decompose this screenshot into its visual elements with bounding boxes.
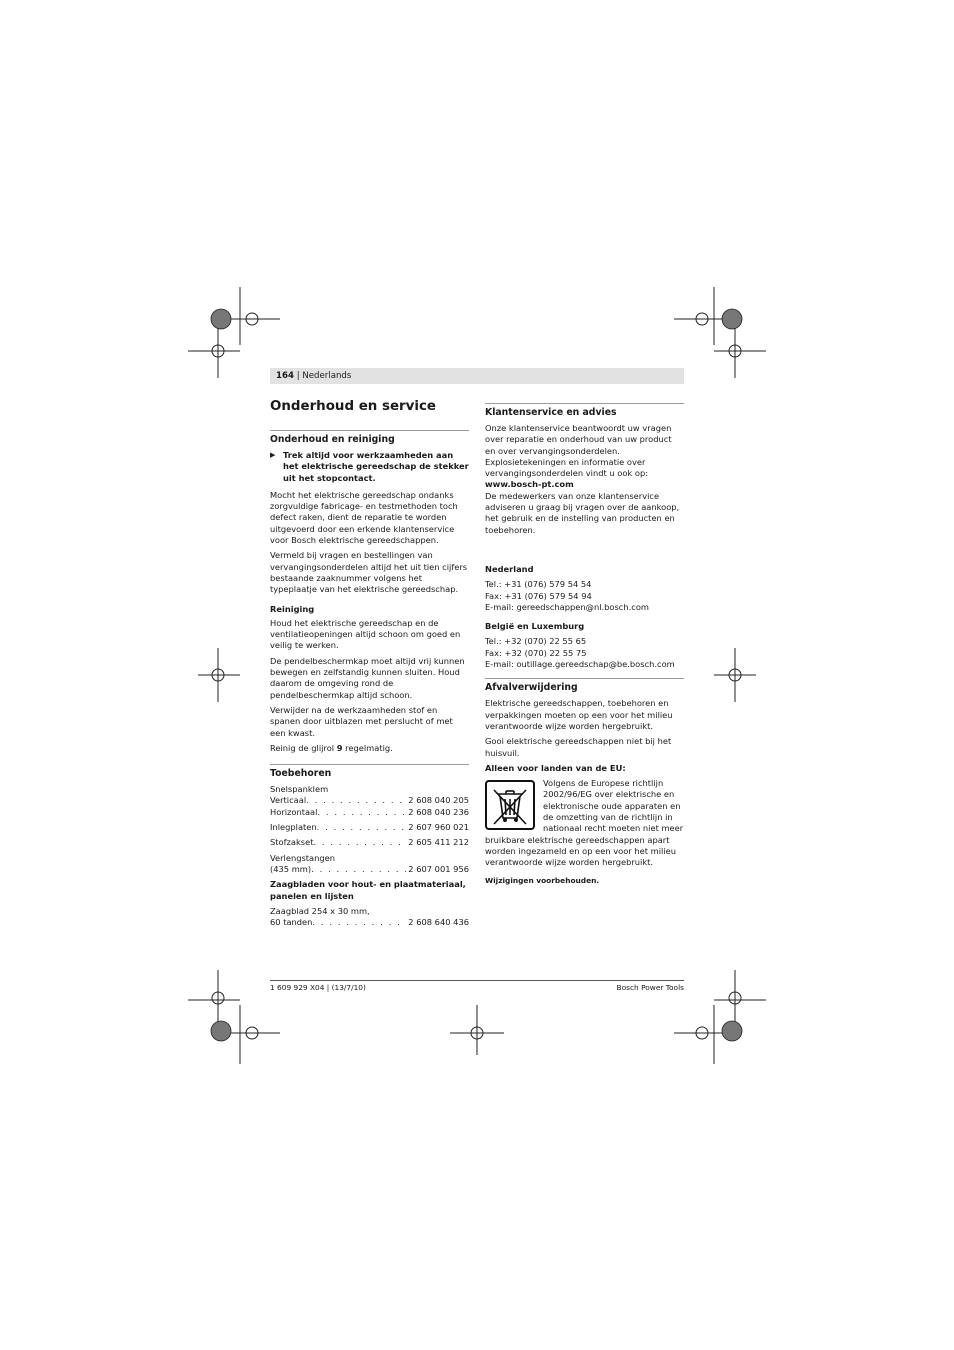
accessory-group-label: Snelspanklem xyxy=(270,784,329,795)
country-heading-be: België en Luxemburg xyxy=(485,621,585,632)
footer-doc-number: 1 609 929 X04 | (13/7/10) xyxy=(270,983,366,992)
accessory-row: Stofzakset . . . 2 605 411 212 xyxy=(270,837,469,848)
country-heading-nl: Nederland xyxy=(485,563,534,574)
page-number: 164 xyxy=(276,371,294,381)
weee-crossed-bin-icon xyxy=(485,780,535,830)
saw-blades-heading: Zaagbladen voor hout- en plaatmateriaal, panelen en lijsten xyxy=(270,879,466,901)
eu-block xyxy=(485,778,684,868)
change-note: Wijzigingen voorbehouden. xyxy=(485,875,600,885)
accessories-section xyxy=(270,764,469,928)
accessory-row: (435 mm) . . . 2 607 001 956 xyxy=(270,864,469,875)
maintenance-heading: Onderhoud en reiniging xyxy=(270,434,395,445)
service-paragraph: De medewerkers van onze klantenservice adviseren u graag bij vragen over de aankoop, het gebruik en de instelling van producten en toebehoren. xyxy=(485,490,680,535)
accessory-row: Inlegplaten . . . 2 607 960 021 xyxy=(270,822,469,833)
accessory-group-label: Verlengstangen xyxy=(270,852,336,863)
service-url: www.bosch-pt.com xyxy=(485,479,574,490)
triangle-bullet-icon: ▶ xyxy=(270,451,276,459)
section-title: Onderhoud en service xyxy=(270,399,436,414)
header-language: Nederlands xyxy=(302,371,352,381)
accessories-heading: Toebehoren xyxy=(270,768,332,780)
eu-directive-text: Volgens de Europese richtlijn 2002/96/EG over elektrische en elektronische oude apparaten en de omzetting van de richtlijn in nationaal recht moeten niet meer bruikbare elektrische gereedschappen apart worden ingezameld en op een voor het milieu verantwoorde wijze worden hergebruikt. xyxy=(485,778,684,868)
nl-email: E-mail: gereedschappen@nl.bosch.com xyxy=(485,601,649,612)
right-column xyxy=(485,403,684,886)
maintenance-paragraph: Mocht het elektrische gereedschap ondanks zorgvuldige fabricage- en testmethoden toch defect raken, dient de reparatie te worden uitgevoerd door een erkende klantenservice voor Bosch elektrische gereedschappen. xyxy=(270,489,458,546)
left-column xyxy=(270,399,469,928)
page-footer xyxy=(270,980,684,993)
disposal-paragraph: Gooi elektrische gereedschappen niet bij het huisvuil. xyxy=(485,736,672,758)
cleaning-paragraph: Verwijder na de werkzaamheden stof en spanen door uitblazen met perslucht of met een kwast. xyxy=(270,704,453,738)
disposal-paragraph: Elektrische gereedschappen, toebehoren en verpakkingen moeten op een voor het milieu verantwoorde wijze worden hergebruikt. xyxy=(485,698,673,731)
maintenance-paragraph: Vermeld bij vragen en bestellingen van vervangingsonderdelen altijd het uit tien cijfers bestaande zaaknummer volgens het typeplaatje van het elektrische gereedschap. xyxy=(270,550,468,595)
cleaning-paragraph: Houd het elektrische gereedschap en de ventilatieopeningen altijd schoon om goed en veilig te werken. xyxy=(270,617,461,651)
be-email: E-mail: outillage.gereedschap@be.bosch.com xyxy=(485,659,675,670)
accessory-row: Verticaal . . . 2 608 040 205 xyxy=(270,795,469,806)
disposal-section xyxy=(485,678,684,885)
be-fax: Fax: +32 (070) 22 55 75 xyxy=(485,647,587,658)
service-paragraph: Onze klantenservice beantwoordt uw vragen over reparatie en onderhoud van uw product en over vervangingsonderdelen. Explosietekeningen en informatie over vervangingsonderdelen vindt u ook op: xyxy=(485,423,672,479)
warning-bullet: ▶ Trek altijd voor werkzaamheden aan het elektrische gereedschap de stekker uit het stopcontact. xyxy=(270,450,469,483)
disposal-heading: Afvalverwijdering xyxy=(485,682,578,694)
cleaning-paragraph: De pendelbeschermkap moet altijd vrij kunnen bewegen en zelfstandig kunnen sluiten. Houd daarom de omgeving rond de pendelbeschermkap altijd schoon. xyxy=(270,655,465,700)
nl-phone: Tel.: +31 (076) 579 54 54 xyxy=(485,579,592,590)
cleaning-paragraph: Reinig de glijrol 9 regelmatig. xyxy=(270,742,393,753)
accessory-row: Horizontaal . . . 2 608 040 236 xyxy=(270,807,469,818)
be-phone: Tel.: +32 (070) 22 55 65 xyxy=(485,636,587,647)
footer-brand: Bosch Power Tools xyxy=(616,983,684,992)
service-heading: Klantenservice en advies xyxy=(485,407,617,418)
eu-heading: Alleen voor landen van de EU: xyxy=(485,762,626,773)
nl-fax: Fax: +31 (076) 579 54 94 xyxy=(485,590,592,601)
saw-blade-description: Zaagblad 254 x 30 mm, xyxy=(270,905,370,916)
cleaning-heading: Reiniging xyxy=(270,603,315,614)
page-header: 164 | Nederlands xyxy=(270,368,684,384)
accessory-row: 60 tanden . . . 2 608 640 436 xyxy=(270,917,469,928)
maintenance-section xyxy=(270,430,469,596)
service-section xyxy=(485,403,684,536)
